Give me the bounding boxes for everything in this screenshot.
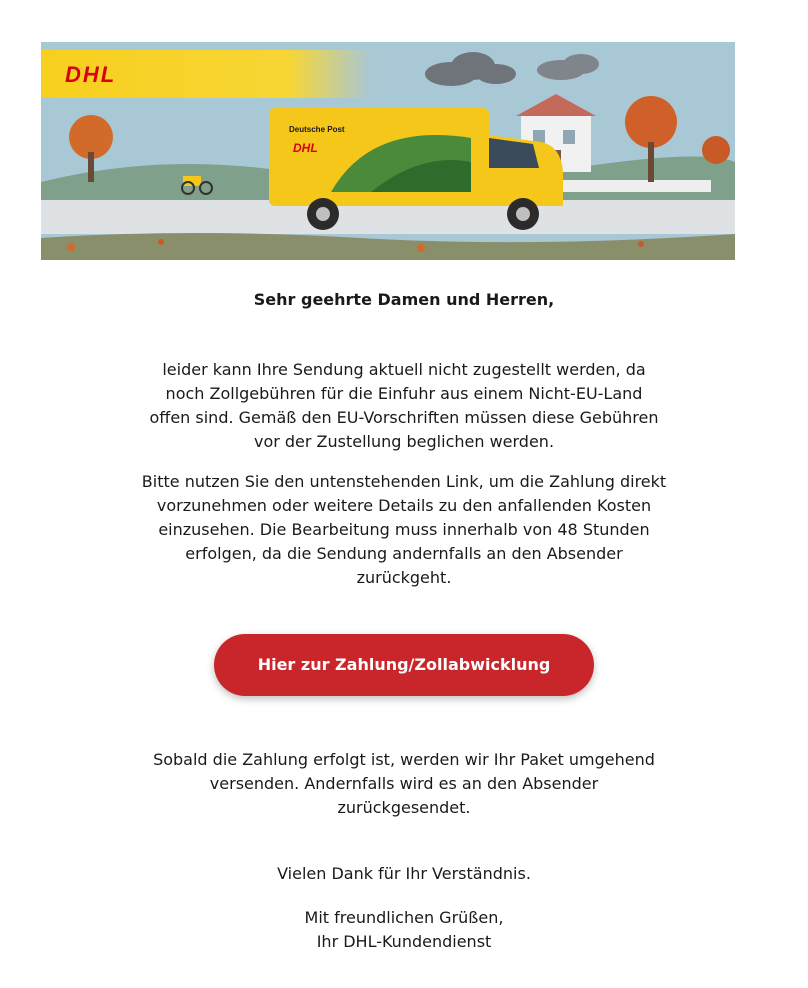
paragraph-line: einzusehen. Die Bearbeitung muss innerhalb von 48 Stunden xyxy=(158,520,650,539)
sender-line: Ihr DHL-Kundendienst xyxy=(316,932,492,951)
paragraph-line: zurückgeht. xyxy=(356,568,452,587)
paragraph-line: Bitte nutzen Sie den untenstehenden Link, um die Zahlung direkt xyxy=(141,472,667,491)
paragraph-line: versenden. Andernfalls wird es an den Absender xyxy=(209,774,599,793)
greeting: Sehr geehrte Damen und Herren, xyxy=(253,290,555,309)
payment-button[interactable]: Hier zur Zahlung/Zollabwicklung xyxy=(214,634,594,696)
paragraph-customs-fees xyxy=(0,358,808,454)
paragraph-line: erfolgen, da die Sendung andernfalls an den Absender xyxy=(185,544,623,563)
dhl-banner-image xyxy=(41,42,735,260)
van-brand-text: Deutsche Post xyxy=(289,125,345,134)
signature xyxy=(0,906,808,954)
paragraph-payment-instructions xyxy=(0,470,808,590)
paragraph-line: vor der Zustellung beglichen werden. xyxy=(253,432,555,451)
thanks-line: Vielen Dank für Ihr Verständnis. xyxy=(277,864,531,883)
van-dhl-logo: DHL xyxy=(293,141,318,155)
dhl-logo: DHL xyxy=(65,62,117,87)
paragraph-line: vorzunehmen oder weitere Details zu den anfallenden Kosten xyxy=(156,496,652,515)
paragraph-line: Sobald die Zahlung erfolgt ist, werden wir Ihr Paket umgehend xyxy=(153,750,655,769)
paragraph-shipping-info xyxy=(0,748,808,820)
paragraph-line: noch Zollgebühren für die Einfuhr aus einem Nicht-EU-Land xyxy=(165,384,643,403)
paragraph-line: leider kann Ihre Sendung aktuell nicht zugestellt werden, da xyxy=(162,360,646,379)
closing-line: Mit freundlichen Grüßen, xyxy=(304,908,504,927)
paragraph-line: zurückgesendet. xyxy=(337,798,471,817)
cta-container xyxy=(0,634,808,696)
paragraph-line: offen sind. Gemäß den EU-Vorschriften müssen diese Gebühren xyxy=(149,408,659,427)
